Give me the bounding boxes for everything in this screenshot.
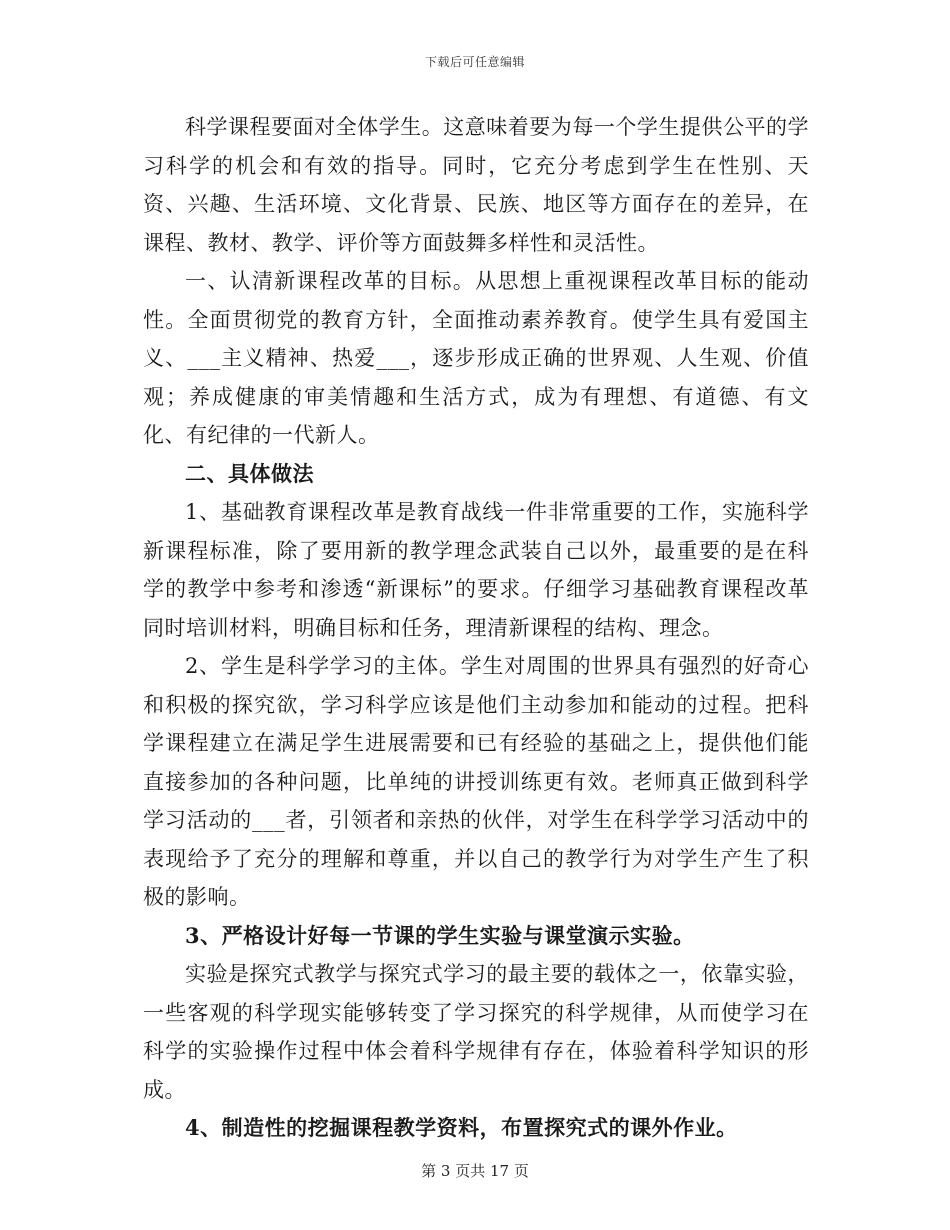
page-header: 下载后可任意编辑 — [424, 55, 525, 69]
document-body — [143, 108, 809, 1148]
subheading-item-4: 4、制造性的挖掘课程教学资料，布置探究式的课外作业。 — [185, 1115, 738, 1140]
subheading-item-3: 3、严格设计好每一节课的学生实验与课堂演示实验。 — [185, 922, 695, 948]
section-heading-two: 二、具体做法 — [185, 460, 314, 486]
paragraph-section-one: 一、认清新课程改革的目标。从思想上重视课程改革目标的能动性。全面贯彻党的教育方针，全面推动素养教育。使学生具有爱国主义、___主义精神、热爱___，逐步形成正确的世界观、人生观、价值观；养成健康的审美情趣和生活方式，成为有理想、有道德、有文化、有纪律的一代新人。 — [143, 269, 809, 447]
paragraph-item-1: 1、基础教育课程改革是教育战线一件非常重要的工作，实施科学新课程标准，除了要用新的教学理念武装自己以外，最重要的是在科学的教学中参考和渗透“新课标”的要求。仔细学习基础教育课程改革同时培训材料，明确目标和任务，理清新课程的结构、理念。 — [143, 500, 809, 640]
page-footer: 第 3 页共 17 页 — [421, 1162, 529, 1180]
paragraph-item-3: 实验是探究式教学与探究式学习的最主要的载体之一，依靠实验，一些客观的科学现实能够转变了学习探究的科学规律，从而使学习在科学的实验操作过程中体会着科学规律有存在，体验着科学知识的形成。 — [143, 962, 809, 1102]
paragraph-item-2: 2、学生是科学学习的主体。学生对周围的世界具有强烈的好奇心和积极的探究欲，学习科学应该是他们主动参加和能动的过程。把科学课程建立在满足学生进展需要和已有经验的基础之上，提供他们能直接参加的各种问题，比单纯的讲授训练更有效。老师真正做到科学学习活动的___者，引领者和亲热的伙伴，对学生在科学学习活动中的表现给予了充分的理解和尊重，并以自己的教学行为对学生产生了积极的影响。 — [143, 654, 809, 909]
paragraph-intro: 科学课程要面对全体学生。这意味着要为每一个学生提供公平的学习科学的机会和有效的指导。同时，它充分考虑到学生在性别、天资、兴趣、生活环境、文化背景、民族、地区等方面存在的差异，在课程、教材、教学、评价等方面鼓舞多样性和灵活性。 — [143, 115, 809, 255]
